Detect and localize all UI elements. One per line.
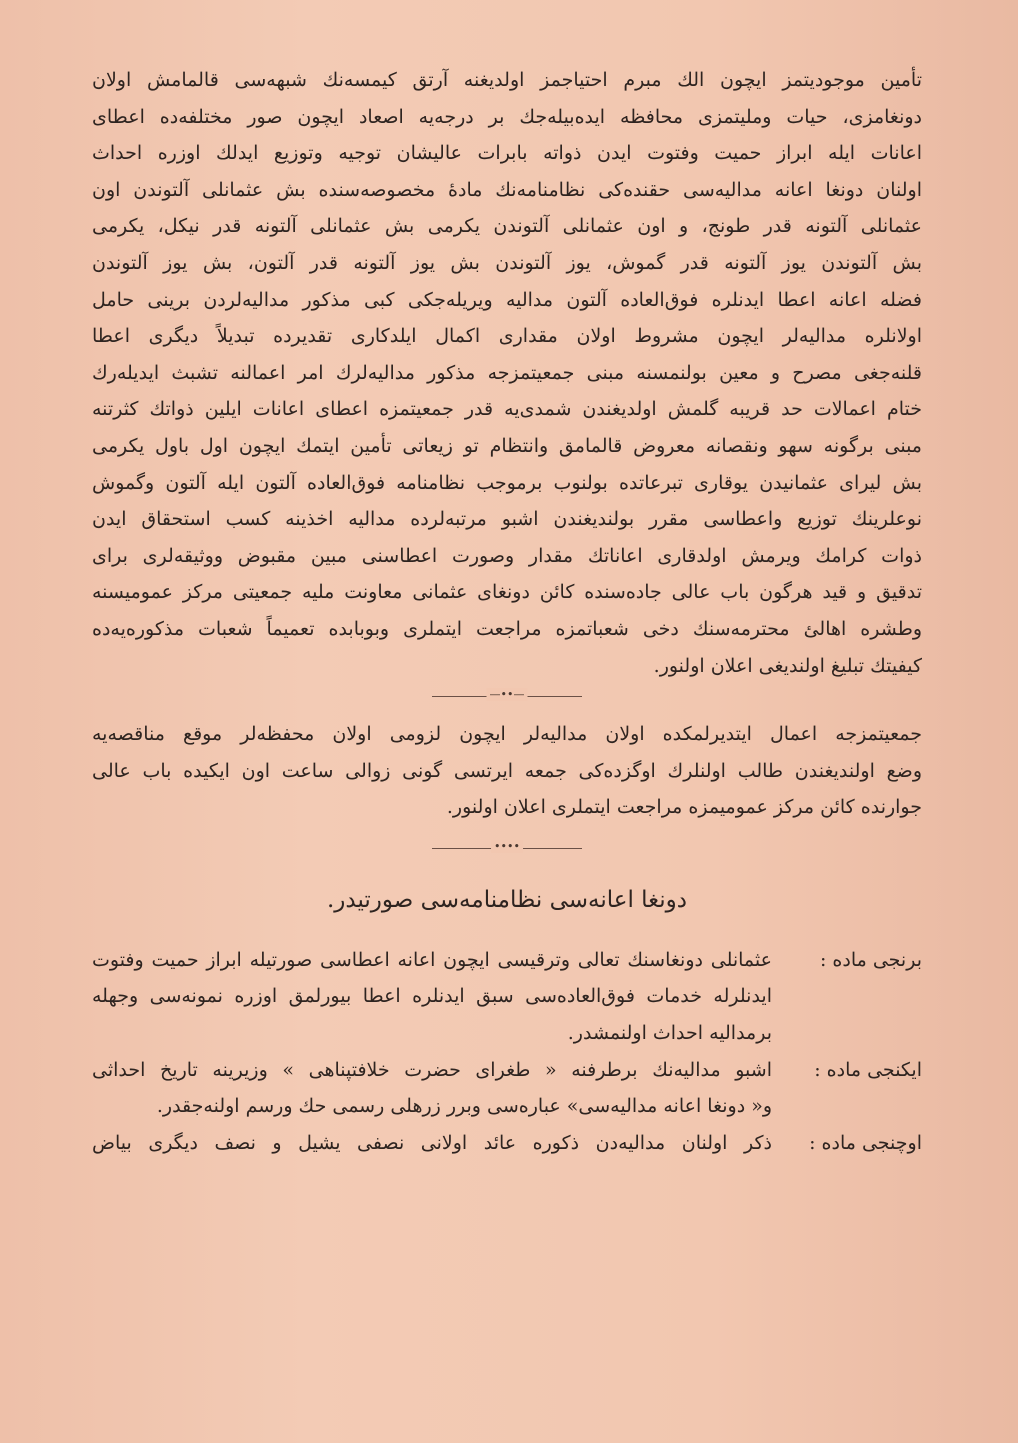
article-label: برنجی ماده : [819,948,922,971]
text-line: دونغامزی، حیات وملیتمزی محافظه ایده‌بیله‌جك بر درجه‌یه اصعاد ایچون صور مختلفه‌ده اعطای [92,105,922,128]
text-line: اولنان دونغا اعانه مدالیه‌سی حقنده‌کی نظامنامه‌نك مادهٔ مخصوصه‌سنده بش عثمانلی آلتوندن اون [92,178,922,201]
text-line: تأمین موجودیتمز ایچون الك مبرم احتیاجمز اولدیغنه آرتق کیمسه‌نك شبهه‌سی قالمامش اولان [92,69,922,91]
text-line: کیفیتك تبلیغ اولندیغی اعلان اولنور. [653,654,922,677]
text-line: و« دونغا اعانه مدالیه‌سی» عباره‌سی وبرر زرهلی رسمی حك ورسم اولنه‌جقدر. [156,1095,772,1118]
text-line: نوعلرینك توزیع واعطاسی مقرر بولندیغندن اشبو مرتبه‌لرده مدالیه اخذینه کسب استحقاق ایدن [92,508,922,531]
article-1 [92,942,922,1052]
article-3 [92,1125,922,1162]
text-line: ذوات کرامك ویرمش اولدقاری اعاناتك مقدار وصورت اعطاسنی مبین مقبوض ووثیقه‌لری برای [92,544,922,567]
text-line: تدقیق و قید هرگون باب عالی جاده‌سنده کائن دونغای عثمانی معاونت ملیه جمعیتی مرکز عمومیسنه [92,581,922,604]
article-label: ایکنجی ماده : [814,1058,922,1081]
text-line: ختام اعمالات حد قریبه گلمش اولدیغندن شمدی‌یه قدر جمعیتمزه اعطای اعانات ایلین ذواتك کثرتنه [92,398,922,421]
text-line: وضع اولندیغندن طالب اولنلرك اوگزده‌کی جمعه ایرتسی گونی زوالی ساعت اون ایکیده باب عالی [92,759,922,782]
text-line: جوارنده کائن مرکز عمومیمزه مراجعت ایتملری اعلان اولنور. [446,796,922,819]
text-line: جمعیتمزجه اعمال ایتدیرلمکده اولان مدالیه‌لر ایچون لزومی اولان محفظه‌لر موقع مناقصه‌یه [92,723,922,746]
article-2 [92,1052,922,1125]
article-label: اوچنجی ماده : [809,1131,922,1154]
section-divider: •••• [92,838,922,860]
text-line: عثمانلی دونغاسنك تعالی وترقیسی ایچون اعانه اعطاسی صورتیله ابراز حمیت وفتوت [92,948,772,971]
text-line: اشبو مدالیه‌نك برطرفنه « طغرای حضرت خلافتپناهی » وزیرینه تاریخ احداثی [92,1058,772,1081]
text-line: اولانلره مدالیه‌لر ایچون مشروط اولان مقداری اکمال ایلدکاری تقدیرده تبدیلاً دیگری اعطا [92,325,922,348]
section-divider: —••— [92,686,922,708]
text-line: عثمانلی آلتونه قدر طونج، و اون عثمانلی آلتوندن یکرمی بش عثمانلی آلتونه قدر نیکل، یکرمی [92,215,922,238]
notice-medal-distribution [92,62,922,684]
text-line: مبنی برگونه سهو ونقصانه معروض قالمامق وانتظام تو زیعاتی تأمین ایتمك ایچون اول باول یکرمی [92,434,922,457]
text-line: برمدالیه احداث اولنمشدر. [567,1022,772,1045]
notice-medal-cases-tender [92,716,922,826]
text-line: قلنه‌جغی مصرح و معین بولنمسنه مبنی جمعیتمزجه مذکور مدالیه‌لرك امر اعمالنه تشبث ایدیله‌رك [92,361,922,384]
text-line: بش لیرای عثمانیدن یوقاری تبرعاتده بولنوب برموجب نظامنامه فوق‌العاده آلتون ایله آلتون وگموش [92,471,922,494]
text-line: وطشره اهالئ محترمه‌سنك دخی شعباتمزه مراجعت ایتملری وبوبابده تعمیماً شعبات مذکوره‌یه‌ده [92,617,922,640]
regulation-title: دونغا اعانه‌سی نظامنامه‌سی صورتیدر. [326,886,688,913]
text-line: بش آلتوندن یوز آلتونه قدر گموش، یوز آلتوندن بش یوز آلتونه قدر آلتون، بش یوز آلتوندن [92,251,922,274]
text-line: ایدنلرله خدمات فوق‌العاده‌سی سبق ایدنلره اعطا بیورلمق اوزره نمونه‌سی وجهله [92,985,772,1008]
text-line: اعانات ایله ابراز حمیت وفتوت ایدن ذواته بابرات عالیشان توجیه وتوزیع ایدلك اوزره احداث [92,142,922,165]
text-line: فضله اعانه اعطا ایدنلره فوق‌العاده آلتون مدالیه ویریله‌جکی کبی مذکور مدالیه‌لردن برینی حامل [92,288,922,311]
text-line: ذکر اولنان مدالیه‌دن ذکوره عائد اولانی نصفی یشیل و نصف دیگری بیاض [92,1131,772,1154]
